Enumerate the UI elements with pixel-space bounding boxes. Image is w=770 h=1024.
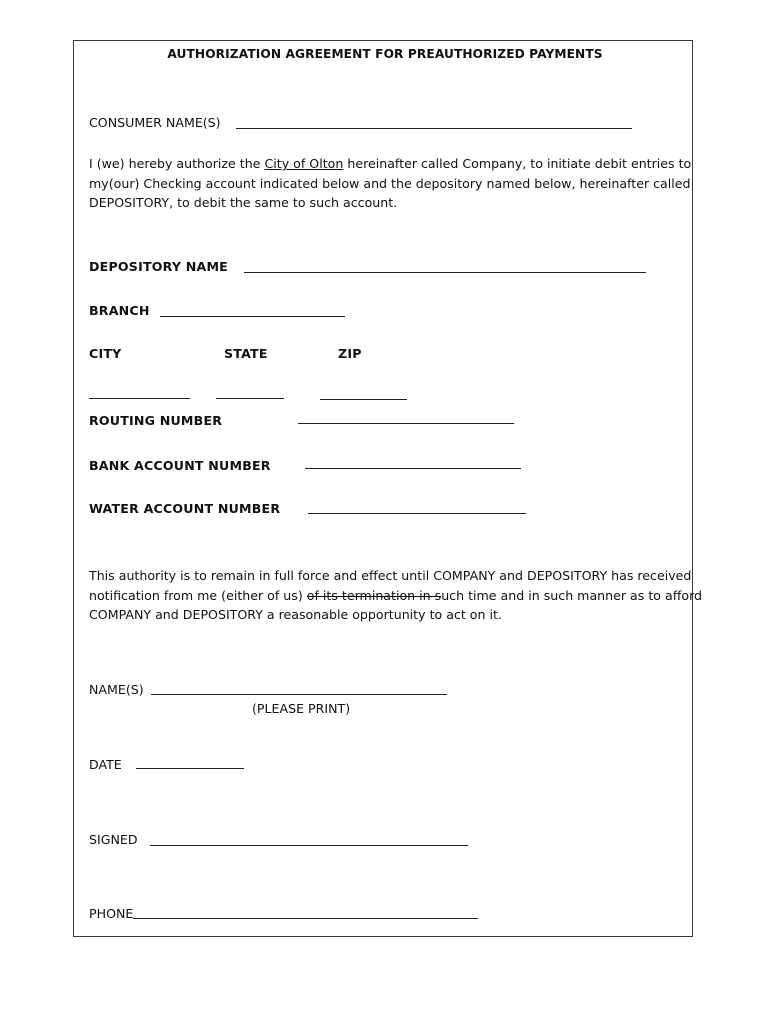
authorization-paragraph [89,154,692,213]
form-title: AUTHORIZATION AGREEMENT FOR PREAUTHORIZED PAYMENTS [167,47,603,61]
signed-label: SIGNED [89,832,138,847]
state-label: STATE [224,346,268,361]
city-field[interactable] [89,398,190,399]
authority-text-2c: uch time and in such manner as to afford [441,587,703,603]
signature-field[interactable] [150,845,468,846]
routing-number-label: ROUTING NUMBER [89,413,223,428]
branch-field[interactable] [160,316,345,317]
auth-text-line3: DEPOSITORY, to debit the same to such account. [89,195,398,210]
names-label: NAME(S) [89,682,144,697]
authority-text-2a: notification from me (either of us) [89,587,307,603]
city-name: City of Olton [264,156,344,171]
date-label: DATE [89,757,122,772]
routing-number-field[interactable] [298,423,514,424]
consumer-name-field[interactable] [236,128,632,129]
names-field[interactable] [151,694,447,695]
bank-account-number-field[interactable] [305,468,521,469]
auth-text-line2: my(our) Checking account indicated below and the depository named below, hereinafter called [89,175,691,191]
auth-text-2: hereinafter called Company, to initiate debit entries to [343,156,692,171]
depository-name-field[interactable] [244,272,646,273]
city-label: CITY [89,346,122,361]
please-print-note: (PLEASE PRINT) [252,701,351,716]
water-account-number-label: WATER ACCOUNT NUMBER [89,501,281,516]
authority-text-line3: COMPANY and DEPOSITORY a reasonable opportunity to act on it. [89,607,502,622]
water-account-number-field[interactable] [308,513,526,514]
zip-field[interactable] [320,399,407,400]
depository-name-label: DEPOSITORY NAME [89,259,228,274]
zip-label: ZIP [338,346,362,361]
branch-label: BRANCH [89,303,150,318]
auth-text-1: I (we) hereby authorize the [89,156,265,171]
state-field[interactable] [216,398,284,399]
consumer-name-label: CONSUMER NAME(S) [89,115,221,130]
authority-text-line1: This authority is to remain in full force and effect until COMPANY and DEPOSITORY has received [89,568,692,583]
phone-field[interactable] [133,918,478,919]
phone-label: PHONE [89,906,134,921]
date-field[interactable] [136,768,244,769]
bank-account-number-label: BANK ACCOUNT NUMBER [89,458,271,473]
authority-text-2b: of its termination in s [306,587,442,603]
authority-paragraph [89,566,703,625]
